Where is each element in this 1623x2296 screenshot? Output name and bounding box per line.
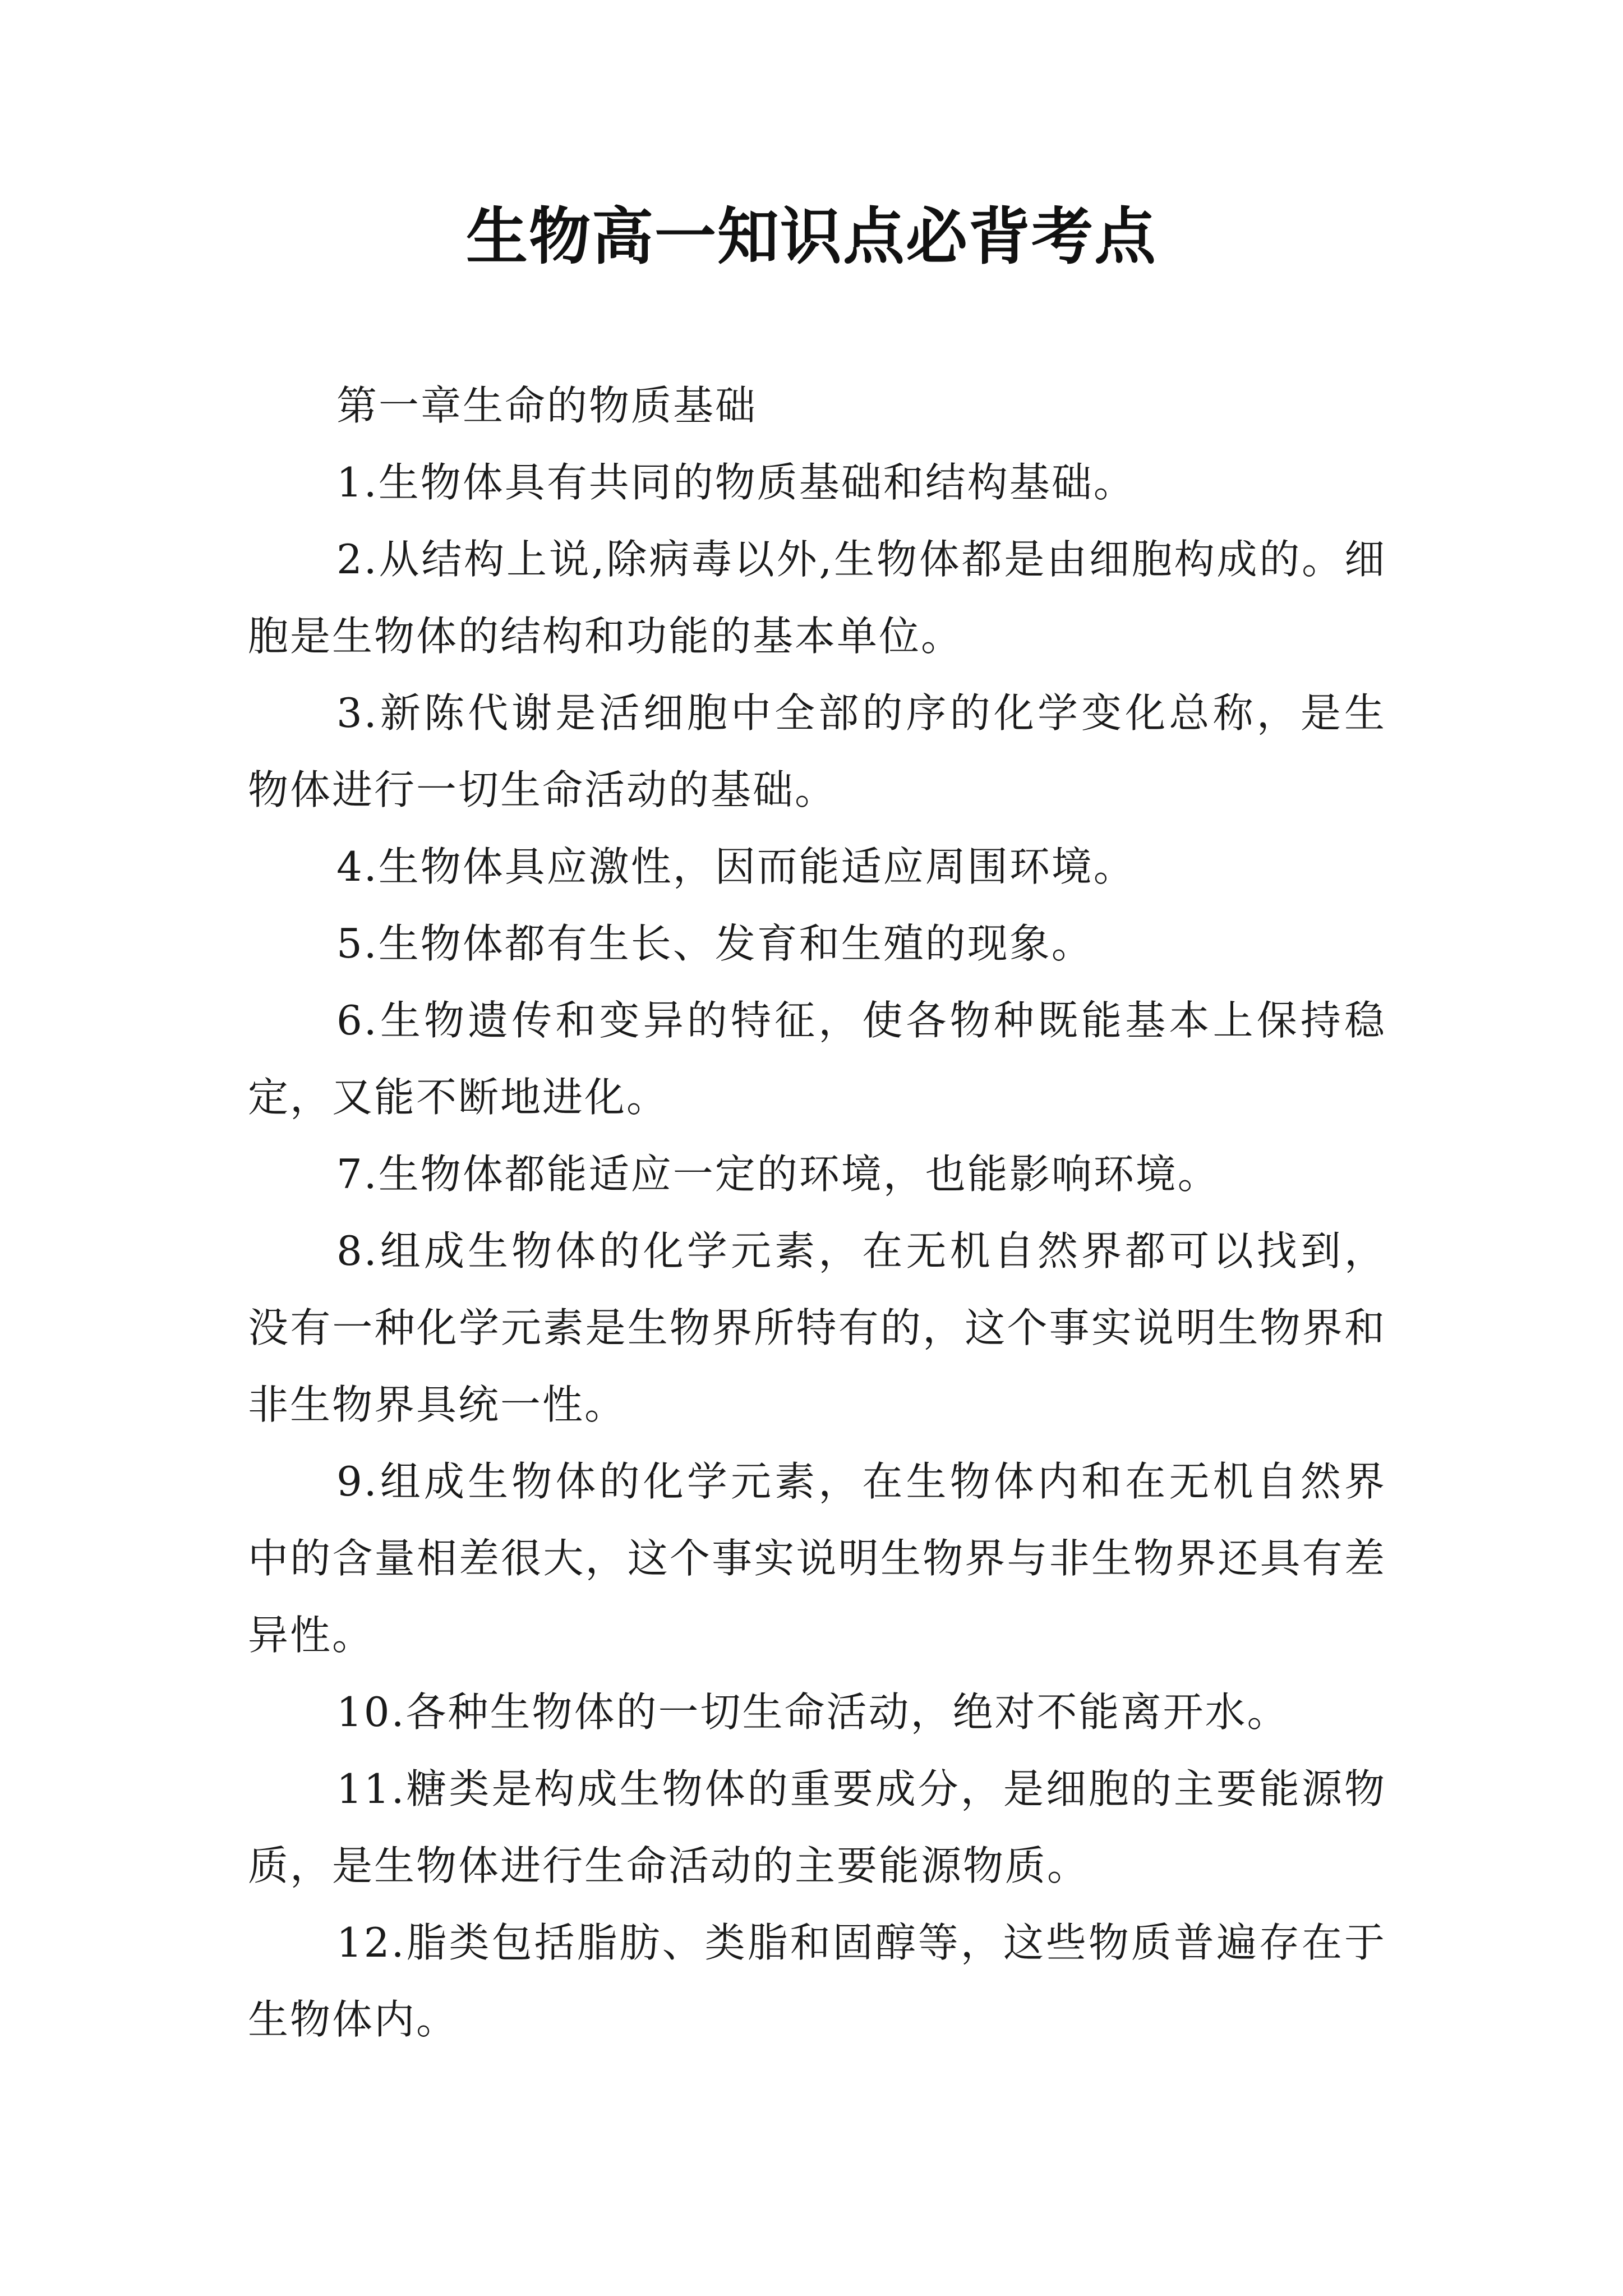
paragraph-3: 3.新陈代谢是活细胞中全部的序的化学变化总称，是生物体进行一切生命活动的基础。 (248, 689, 1386, 813)
paragraph-6: 6.生物遗传和变异的特征，使各物种既能基本上保持稳定，又能不断地进化。 (248, 997, 1386, 1121)
paragraph-10: 10.各种生物体的一切生命活动，绝对不能离开水。 (336, 1688, 1289, 1736)
paragraph-4: 4.生物体具应激性，因而能适应周围环境。 (336, 843, 1136, 890)
paragraph-2: 2.从结构上说,除病毒以外,生物体都是由细胞构成的。细胞是生物体的结构和功能的基本单位。 (248, 536, 1386, 660)
paragraph-9: 9.组成生物体的化学元素，在生物体内和在无机自然界中的含量相差很大，这个事实说明生物界与非生物界还具有差异性。 (248, 1458, 1386, 1659)
document-body (248, 367, 1386, 2058)
paragraph-12: 12.脂类包括脂肪、类脂和固醇等，这些物质普遍存在于生物体内。 (248, 1919, 1386, 2043)
paragraph-11: 11.糖类是构成生物体的重要成分，是细胞的主要能源物质，是生物体进行生命活动的主要能源物质。 (248, 1765, 1386, 1889)
document-title: 生物高一知识点必背考点 (466, 200, 1157, 273)
paragraph-1: 1.生物体具有共同的物质基础和结构基础。 (336, 459, 1136, 506)
chapter-heading: 第一章生命的物质基础 (336, 382, 758, 429)
paragraph-7: 7.生物体都能适应一定的环境，也能影响环境。 (336, 1151, 1220, 1198)
paragraph-8: 8.组成生物体的化学元素，在无机自然界都可以找到，没有一种化学元素是生物界所特有的，这个事实说明生物界和非生物界具统一性。 (248, 1227, 1386, 1428)
paragraph-5: 5.生物体都有生长、发育和生殖的现象。 (336, 920, 1094, 967)
